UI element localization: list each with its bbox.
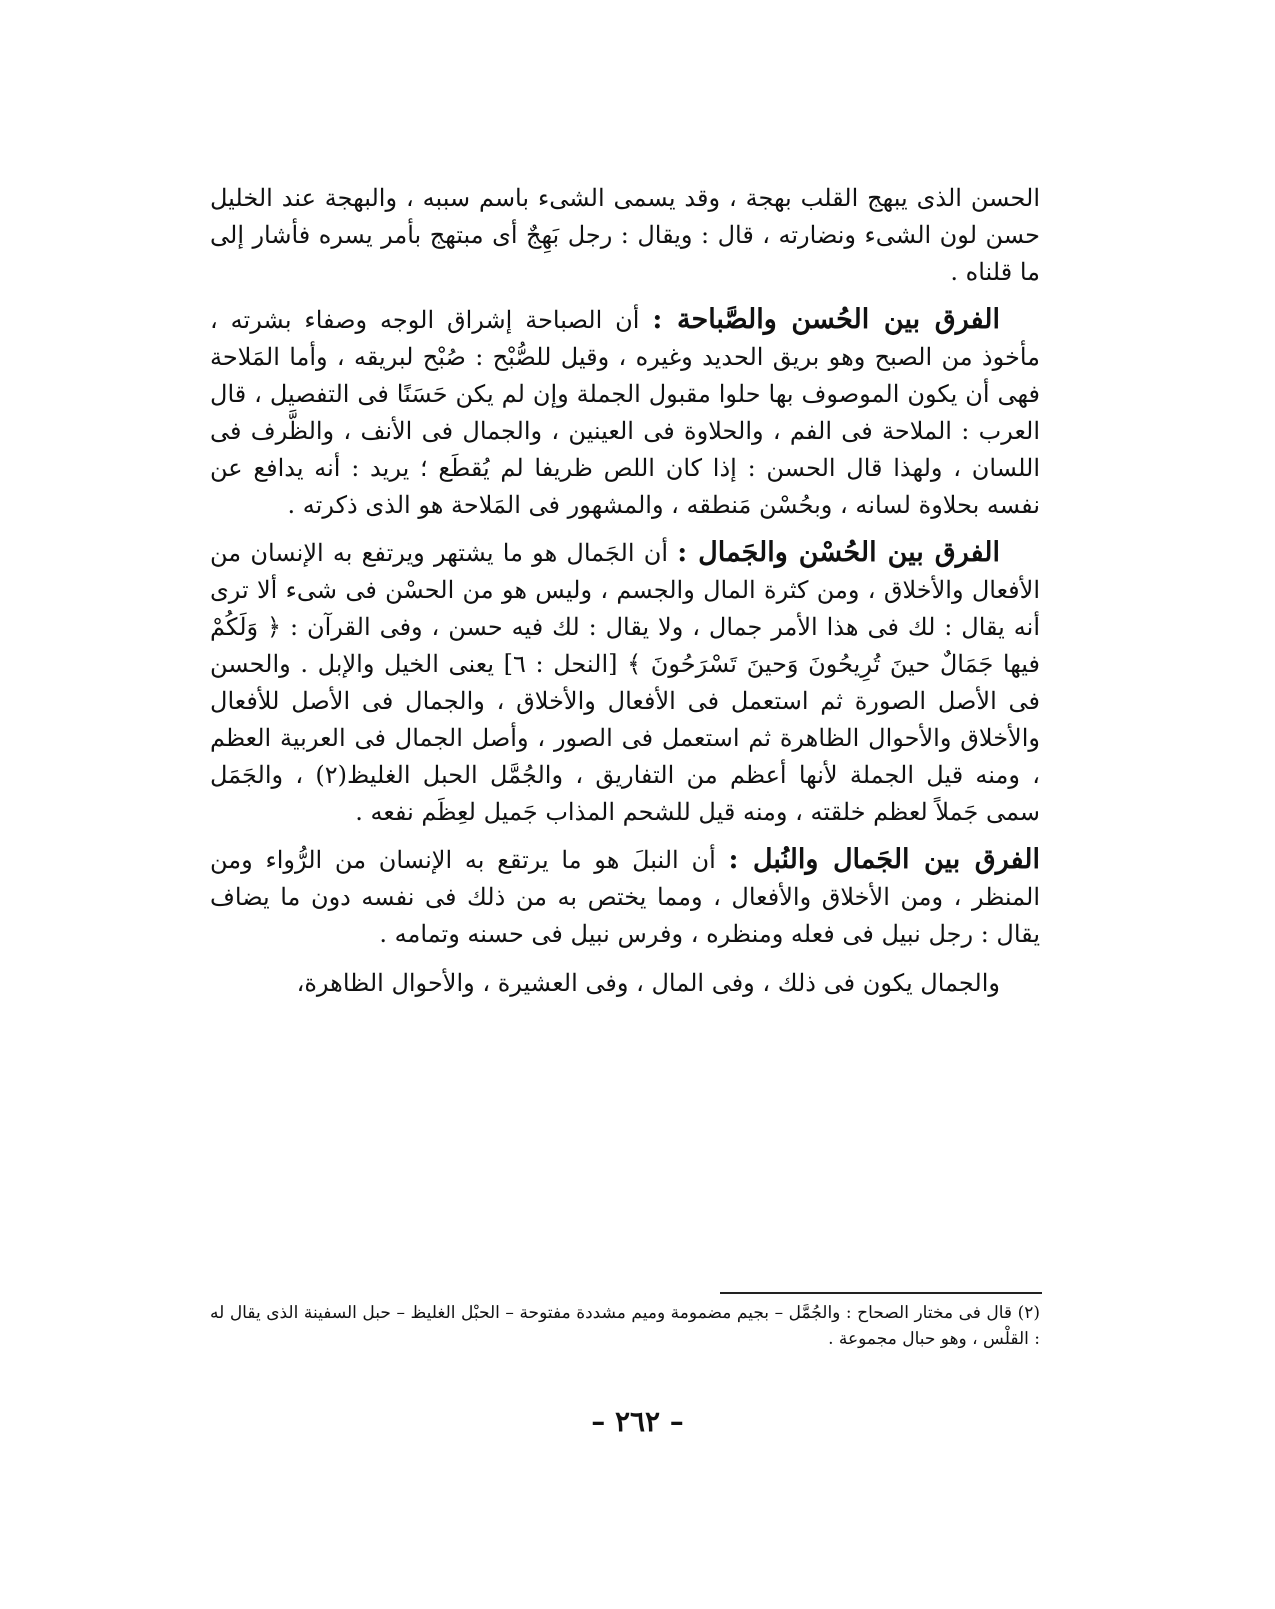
paragraph-4 [210,841,1040,953]
paragraph-5 [210,965,1040,1002]
paragraph-5-text: والجمال يكون فى ذلك ، وفى المال ، وفى العشيرة ، والأحوال الظاهرة، [296,969,1000,997]
section-heading-husn-sabaha: الفرق بين الحُسن والصَّباحة : [652,304,1001,335]
footnote-separator [720,1292,1042,1294]
paragraph-2-text: أن الصباحة إشراق الوجه وصفاء بشرته ، مأخوذ من الصبح وهو بريق الحديد وغيره ، وقيل للصُّبْح : صُبْح لبريقه ، وأما المَلاحة فهى أن يكون الموصوف بها حلوا مقبول الجملة وإن لم يكن حَسَنًا فى التفصيل ، قال العرب : الملاحة فى الفم ، والحلاوة فى العينين ، والجمال فى الأنف ، والظَّرف فى اللسان ، ولهذا قال الحسن : إذا كان اللص ظريفا لم يُقطَع ؛ يريد : أنه يدافع عن نفسه بحلاوة لسانه ، وبحُسْن مَنطقه ، والمشهور فى المَلاحة هو الذى ذكرته . [210,306,1041,519]
section-heading-jamal-nubl: الفرق بين الجَمال والنُبل : [728,844,1040,875]
main-text [210,180,1040,1012]
paragraph-3 [210,534,1040,831]
paragraph-3-text: أن الجَمال هو ما يشتهر ويرتفع به الإنسان من الأفعال والأخلاق ، ومن كثرة المال والجسم ، وليس هو من الحسْن فى شىء ألا ترى أنه يقال : لك فى هذا الأمر جمال ، ولا يقال : لك فيه حسن ، وفى القرآن : ﴿ وَلَكُمْ فيها جَمَالٌ حينَ تُرِيحُونَ وَحينَ تَسْرَحُونَ ﴾ [النحل : ٦] يعنى الخيل والإبل . والحسن فى الأصل الصورة ثم استعمل فى الأفعال والأخلاق ، والجمال فى الأصل للأفعال والأخلاق والأحوال الظاهرة ثم استعمل فى الصور ، وأصل الجمال فى العربية العظم ، ومنه قيل الجملة لأنها أعظم من التفاريق ، والجُمَّل الحبل الغليظ(٢) ، والجَمَل سمى جَملاً لعظم خلقته ، ومنه قيل للشحم المذاب جَميل لعِظَم نفعه . [210,539,1040,826]
page-number: – ٢٦٢ – [591,1405,684,1438]
footnote: (٢) قال فى مختار الصحاح : والجُمَّل – بجيم مضمومة وميم مشددة مفتوحة – الحبْل الغليظ – حبل السفينة الذى يقال له : القلْس ، وهو حبال مجموعة . [210,1303,1040,1349]
paragraph-1-text: الحسن الذى يبهج القلب بهجة ، وقد يسمى الشىء باسم سببه ، والبهجة عند الخليل حسن لون الشىء ونضارته ، قال : ويقال : رجل بَهِجٌ أى مبتهج بأمر يسره فأشار إلى ما قلناه . [210,184,1040,286]
paragraph-4-text: أن النبلَ هو ما يرتقع به الإنسان من الرُّواء ومن المنظر ، ومن الأخلاق والأفعال ، ومما يختص به من ذلك فى نفسه دون ما يضاف يقال : رجل نبيل فى فعله ومنظره ، وفرس نبيل فى حسنه وتمامه . [210,846,1040,948]
paragraph-1 [210,180,1040,291]
paragraph-2 [210,301,1040,524]
section-heading-husn-jamal: الفرق بين الحُسْن والجَمال : [677,537,1000,568]
